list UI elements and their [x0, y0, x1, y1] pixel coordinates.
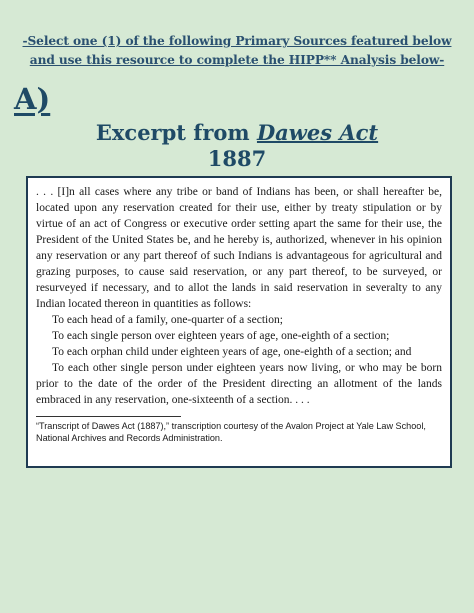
primary-source-box	[26, 176, 452, 468]
document-year: 1887	[207, 146, 267, 171]
excerpt-intro: . . . [I]n all cases where any tribe or band of Indians has been, or shall hereafter be, located upon any reservation created for their use, either by treaty stipulation or by virtue of an act of Congress or executive order setting apart the same for their use, the President of the United States be, and he hereby is, authorized, whenever in his opinion any reservation or any part thereof of such Indians is advantageous for agricultural and grazing purposes, to cause said reservation, or any part thereof, to be surveyed, or resurveyed if necessary, and to allot the lands in said reservation in severalty to any Indian located thereon in quantities as follows:	[36, 186, 442, 310]
title-emphasis: Dawes Act	[256, 120, 379, 145]
instruction-line-1: -Select one (1) of the following Primary Sources featured below	[22, 34, 452, 48]
document-title	[0, 120, 474, 146]
section-letter: A)	[14, 82, 51, 116]
title-prefix: Excerpt from	[95, 120, 257, 145]
footnote-divider	[36, 416, 181, 417]
allotment-item: To each head of a family, one-quarter of a section;	[52, 314, 283, 326]
allotment-item: To each single person over eighteen years of age, one-eighth of a section;	[52, 330, 390, 342]
instruction-heading	[0, 32, 474, 70]
allotment-item: To each other single person under eighteen years now living, or who may be born prior to the date of the order of the President directing an allotment of the lands embraced in any reservation, one-sixteenth of a section. . . .	[36, 362, 442, 406]
instruction-line-2: and use this resource to complete the HIPP** Analysis below-	[29, 53, 445, 67]
excerpt-text	[36, 184, 442, 408]
source-citation: “Transcript of Dawes Act (1887),” transcription courtesy of the Avalon Project at Yale Law School, National Archives and Records Administration.	[36, 421, 426, 443]
allotment-item: To each orphan child under eighteen years of age, one-eighth of a section; and	[52, 346, 412, 358]
